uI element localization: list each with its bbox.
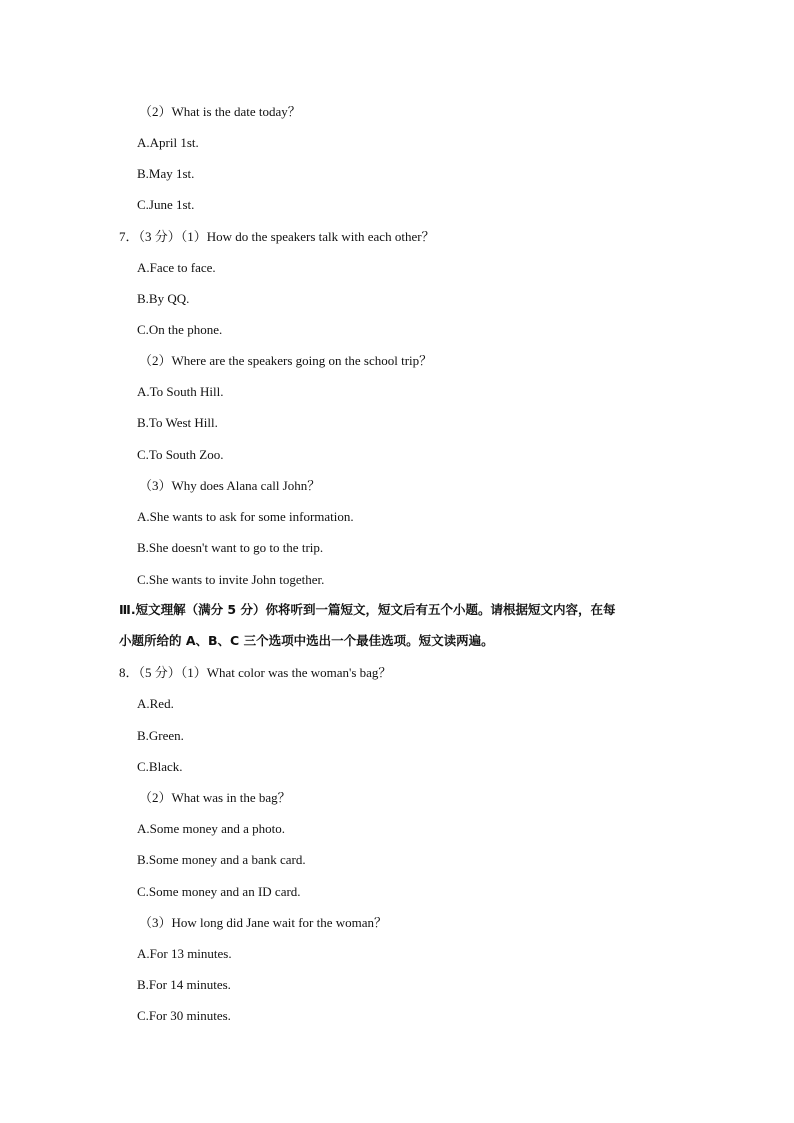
q8-sub2-option-a: A.Some money and a photo. xyxy=(137,821,286,836)
q6-sub2-option-b: B.May 1st. xyxy=(137,166,195,181)
q7-sub3-option-c: C.She wants to invite John together. xyxy=(137,572,325,587)
q8-sub2-option-b: B.Some money and a bank card. xyxy=(137,852,306,867)
q7-sub3-option-a: A.She wants to ask for some information. xyxy=(137,509,354,524)
q7-sub2-option-c: C.To South Zoo. xyxy=(137,447,224,462)
q7-header: 7．（3 分）（1）How do the speakers talk with each other？ xyxy=(119,229,435,244)
q8-sub2-option-c: C.Some money and an ID card. xyxy=(137,884,301,899)
q7-sub1-option-c: C.On the phone. xyxy=(137,322,223,337)
q6-sub2-option-a: A.April 1st. xyxy=(137,135,199,150)
q6-sub2-option-c: C.June 1st. xyxy=(137,197,195,212)
section3-instructions-line1: Ⅲ.短文理解（满分 5 分）你将听到一篇短文，短文后有五个小题。请根据短文内容，在每 xyxy=(119,602,616,617)
q8-sub3-question: （3）How long did Jane wait for the woman？ xyxy=(139,915,388,930)
q7-sub2-option-b: B.To West Hill. xyxy=(137,415,218,430)
q7-sub2-option-a: A.To South Hill. xyxy=(137,384,224,399)
q8-sub1-option-b: B.Green. xyxy=(137,728,184,743)
q8-sub3-option-b: B.For 14 minutes. xyxy=(137,977,231,992)
q7-sub3-question: （3）Why does Alana call John？ xyxy=(139,478,321,493)
q8-sub2-question: （2）What was in the bag？ xyxy=(139,790,291,805)
q7-sub1-option-b: B.By QQ. xyxy=(137,291,190,306)
q7-sub3-option-b: B.She doesn't want to go to the trip. xyxy=(137,540,324,555)
section3-instructions-line2: 小题所给的 A、B、C 三个选项中选出一个最佳选项。短文读两遍。 xyxy=(119,633,494,648)
q8-header: 8．（5 分）（1）What color was the woman's bag？ xyxy=(119,665,392,680)
q8-sub3-option-a: A.For 13 minutes. xyxy=(137,946,232,961)
q7-sub1-option-a: A.Face to face. xyxy=(137,260,216,275)
q8-sub3-option-c: C.For 30 minutes. xyxy=(137,1008,231,1023)
q7-sub2-question: （2）Where are the speakers going on the school trip？ xyxy=(139,353,433,368)
q8-sub1-option-c: C.Black. xyxy=(137,759,183,774)
q6-sub2-question: （2）What is the date today？ xyxy=(139,104,301,119)
q8-sub1-option-a: A.Red. xyxy=(137,696,174,711)
